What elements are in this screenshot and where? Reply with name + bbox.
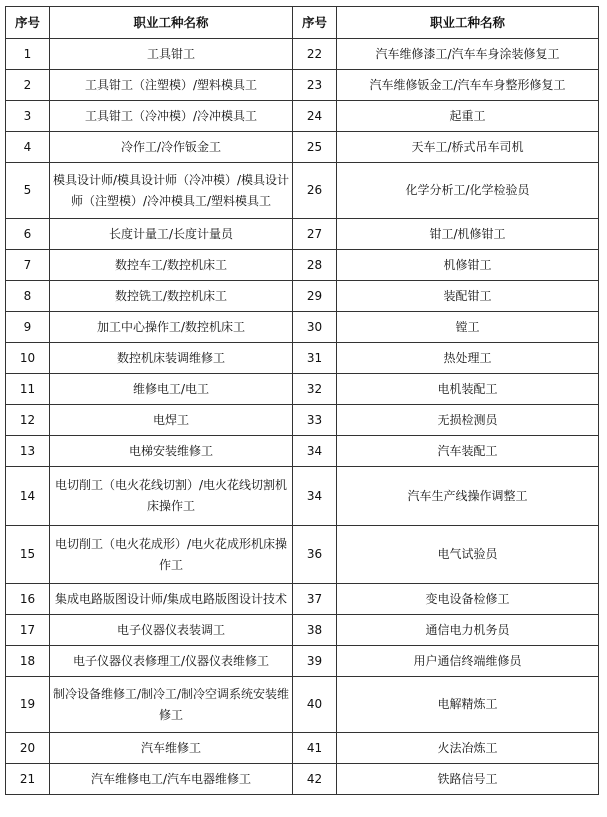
table-row xyxy=(6,374,599,405)
table-row xyxy=(6,39,599,70)
occupation-name-right-cell: 钳工/机修钳工 xyxy=(337,219,599,250)
serial-right-cell: 27 xyxy=(293,219,337,250)
occupation-name-left-cell: 加工中心操作工/数控机床工 xyxy=(50,312,293,343)
occupation-name-right-cell: 用户通信终端维修员 xyxy=(337,646,599,677)
occupation-name-left-cell: 电焊工 xyxy=(50,405,293,436)
occupation-name-left-cell: 工具钳工（注塑模）/塑料模具工 xyxy=(50,70,293,101)
occupation-name-right-cell: 装配钳工 xyxy=(337,281,599,312)
occupation-name-left-cell: 汽车维修工 xyxy=(50,733,293,764)
table-row xyxy=(6,646,599,677)
serial-left-cell: 7 xyxy=(6,250,50,281)
occupation-name-left-cell: 制冷设备维修工/制冷工/制冷空调系统安装维修工 xyxy=(50,677,293,733)
header-serial-right: 序号 xyxy=(293,7,337,39)
table-row xyxy=(6,584,599,615)
occupation-name-right-cell: 火法冶炼工 xyxy=(337,733,599,764)
serial-right-cell: 32 xyxy=(293,374,337,405)
serial-left-cell: 8 xyxy=(6,281,50,312)
header-name-right: 职业工种名称 xyxy=(337,7,599,39)
table-row xyxy=(6,312,599,343)
table-row xyxy=(6,733,599,764)
serial-left-cell: 17 xyxy=(6,615,50,646)
serial-right-cell: 34 xyxy=(293,467,337,526)
table-row xyxy=(6,250,599,281)
table-row xyxy=(6,163,599,219)
occupation-name-left-cell: 维修电工/电工 xyxy=(50,374,293,405)
serial-left-cell: 15 xyxy=(6,526,50,584)
occupation-name-left-cell: 汽车维修电工/汽车电器维修工 xyxy=(50,764,293,795)
occupation-name-right-cell: 机修钳工 xyxy=(337,250,599,281)
serial-left-cell: 9 xyxy=(6,312,50,343)
occupation-name-left-cell: 数控机床装调维修工 xyxy=(50,343,293,374)
table-row xyxy=(6,677,599,733)
table-row xyxy=(6,436,599,467)
serial-right-cell: 39 xyxy=(293,646,337,677)
serial-left-cell: 11 xyxy=(6,374,50,405)
serial-right-cell: 33 xyxy=(293,405,337,436)
occupation-name-right-cell: 汽车维修漆工/汽车车身涂装修复工 xyxy=(337,39,599,70)
occupation-name-right-cell: 起重工 xyxy=(337,101,599,132)
table-row xyxy=(6,615,599,646)
serial-right-cell: 38 xyxy=(293,615,337,646)
serial-right-cell: 22 xyxy=(293,39,337,70)
occupation-name-right-cell: 汽车装配工 xyxy=(337,436,599,467)
serial-left-cell: 6 xyxy=(6,219,50,250)
serial-left-cell: 13 xyxy=(6,436,50,467)
table-body xyxy=(6,39,599,795)
serial-right-cell: 42 xyxy=(293,764,337,795)
table-row xyxy=(6,343,599,374)
header-name-left: 职业工种名称 xyxy=(50,7,293,39)
occupation-name-right-cell: 铁路信号工 xyxy=(337,764,599,795)
table-row xyxy=(6,219,599,250)
serial-left-cell: 19 xyxy=(6,677,50,733)
occupation-name-left-cell: 冷作工/冷作钣金工 xyxy=(50,132,293,163)
occupation-name-left-cell: 集成电路版图设计师/集成电路版图设计技术 xyxy=(50,584,293,615)
occupation-name-left-cell: 工具钳工（冷冲模）/冷冲模具工 xyxy=(50,101,293,132)
serial-left-cell: 1 xyxy=(6,39,50,70)
serial-right-cell: 26 xyxy=(293,163,337,219)
occupation-name-left-cell: 工具钳工 xyxy=(50,39,293,70)
occupation-name-right-cell: 天车工/桥式吊车司机 xyxy=(337,132,599,163)
serial-right-cell: 34 xyxy=(293,436,337,467)
table-row xyxy=(6,764,599,795)
serial-right-cell: 23 xyxy=(293,70,337,101)
serial-left-cell: 12 xyxy=(6,405,50,436)
table-row xyxy=(6,467,599,526)
table-row xyxy=(6,405,599,436)
serial-left-cell: 3 xyxy=(6,101,50,132)
occupation-name-right-cell: 汽车生产线操作调整工 xyxy=(337,467,599,526)
header-serial-left: 序号 xyxy=(6,7,50,39)
serial-right-cell: 30 xyxy=(293,312,337,343)
serial-right-cell: 41 xyxy=(293,733,337,764)
table-row xyxy=(6,132,599,163)
occupation-name-right-cell: 汽车维修钣金工/汽车车身整形修复工 xyxy=(337,70,599,101)
occupation-name-left-cell: 数控铣工/数控机床工 xyxy=(50,281,293,312)
occupation-name-left-cell: 数控车工/数控机床工 xyxy=(50,250,293,281)
serial-left-cell: 20 xyxy=(6,733,50,764)
occupation-name-right-cell: 变电设备检修工 xyxy=(337,584,599,615)
serial-right-cell: 37 xyxy=(293,584,337,615)
occupation-table xyxy=(5,6,599,795)
serial-left-cell: 10 xyxy=(6,343,50,374)
serial-left-cell: 16 xyxy=(6,584,50,615)
serial-right-cell: 40 xyxy=(293,677,337,733)
serial-left-cell: 21 xyxy=(6,764,50,795)
table-row xyxy=(6,526,599,584)
occupation-name-right-cell: 镗工 xyxy=(337,312,599,343)
serial-left-cell: 18 xyxy=(6,646,50,677)
occupation-name-left-cell: 电子仪器仪表修理工/仪器仪表维修工 xyxy=(50,646,293,677)
serial-right-cell: 29 xyxy=(293,281,337,312)
serial-right-cell: 24 xyxy=(293,101,337,132)
occupation-name-right-cell: 电气试验员 xyxy=(337,526,599,584)
occupation-name-left-cell: 电梯安装维修工 xyxy=(50,436,293,467)
table-row xyxy=(6,101,599,132)
serial-left-cell: 2 xyxy=(6,70,50,101)
occupation-name-left-cell: 模具设计师/模具设计师（冷冲模）/模具设计师（注塑模）/冷冲模具工/塑料模具工 xyxy=(50,163,293,219)
table-row xyxy=(6,281,599,312)
occupation-name-right-cell: 化学分析工/化学检验员 xyxy=(337,163,599,219)
serial-right-cell: 36 xyxy=(293,526,337,584)
occupation-name-right-cell: 通信电力机务员 xyxy=(337,615,599,646)
occupation-name-right-cell: 电机装配工 xyxy=(337,374,599,405)
occupation-name-left-cell: 长度计量工/长度计量员 xyxy=(50,219,293,250)
serial-right-cell: 25 xyxy=(293,132,337,163)
occupation-name-right-cell: 无损检测员 xyxy=(337,405,599,436)
serial-left-cell: 5 xyxy=(6,163,50,219)
occupation-name-right-cell: 热处理工 xyxy=(337,343,599,374)
occupation-name-right-cell: 电解精炼工 xyxy=(337,677,599,733)
table-row xyxy=(6,70,599,101)
serial-right-cell: 31 xyxy=(293,343,337,374)
occupation-name-left-cell: 电切削工（电火花成形）/电火花成形机床操作工 xyxy=(50,526,293,584)
header-row xyxy=(6,7,599,39)
serial-left-cell: 14 xyxy=(6,467,50,526)
serial-left-cell: 4 xyxy=(6,132,50,163)
serial-right-cell: 28 xyxy=(293,250,337,281)
occupation-name-left-cell: 电子仪器仪表装调工 xyxy=(50,615,293,646)
occupation-name-left-cell: 电切削工（电火花线切割）/电火花线切割机床操作工 xyxy=(50,467,293,526)
